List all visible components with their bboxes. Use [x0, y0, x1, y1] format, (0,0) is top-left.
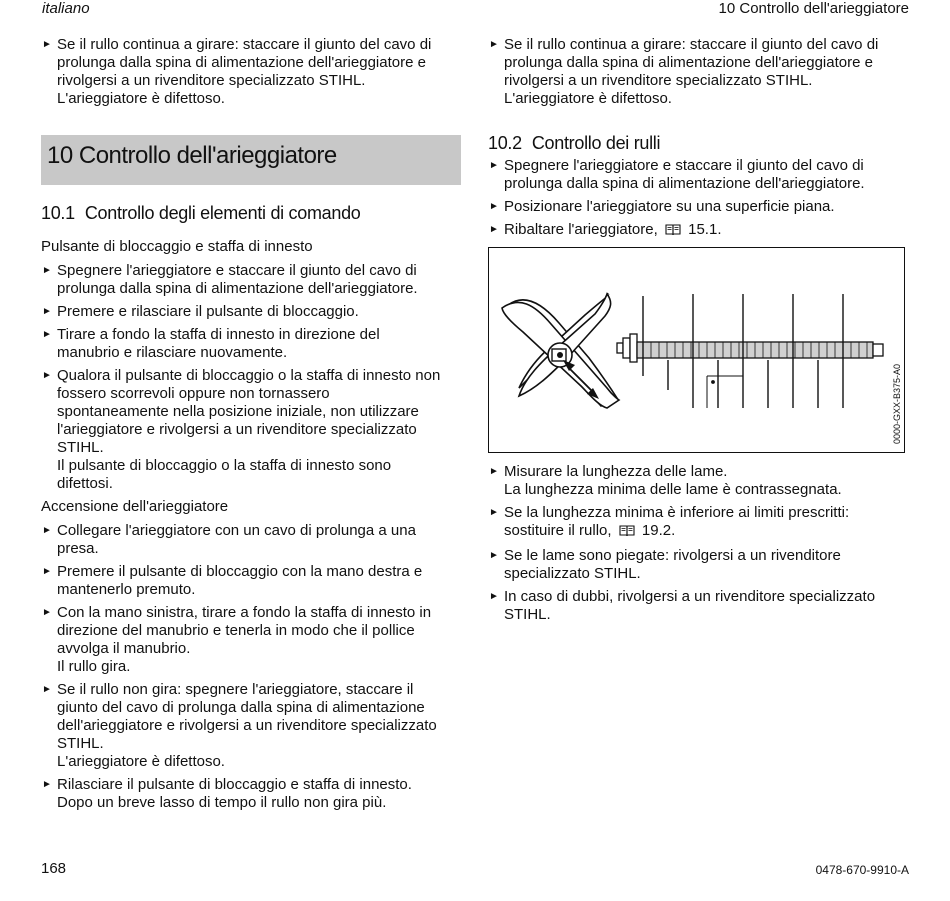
text-line: fossero scorrevoli oppure non tornassero: [57, 385, 330, 402]
right-steps-before-figure: [488, 157, 908, 241]
text-line: Premere e rilasciare il pulsante di bloccaggio.: [57, 303, 359, 320]
list-item: [41, 262, 461, 298]
text-line: Il rullo gira.: [57, 658, 131, 675]
arrow-bullet-icon: ►: [489, 160, 499, 171]
right-steps-after-figure: [488, 463, 908, 624]
text-line: Spegnere l'arieggiatore e staccare il giunto del cavo di: [57, 262, 417, 279]
text-line: mantenerlo premuto.: [57, 581, 196, 598]
right-intro-steps: [488, 36, 908, 108]
page-number: 168: [41, 860, 67, 877]
section-number: 10.2: [488, 133, 522, 153]
text-line: Con la mano sinistra, tirare a fondo la staffa di innesto in: [57, 604, 432, 621]
list-item: [41, 681, 461, 771]
text-line: Se il rullo continua a girare: staccare il giunto del cavo di: [57, 36, 432, 53]
arrow-bullet-icon: ►: [489, 201, 499, 212]
chapter-heading-box: [41, 135, 461, 185]
text-line: prolunga dalla spina di alimentazione dell'arieggiatore e: [57, 54, 426, 71]
arrow-bullet-icon: ►: [42, 329, 52, 340]
arrow-bullet-icon: ►: [489, 39, 499, 50]
list-item: [488, 157, 908, 193]
arrow-bullet-icon: ►: [42, 684, 52, 695]
section-10-1-heading: [41, 203, 461, 224]
list-item: [488, 198, 908, 216]
section-title: Controllo dei rulli: [531, 133, 661, 153]
text-line: [504, 221, 908, 241]
subheading-pulsante: Pulsante di bloccaggio e staffa di innesto: [41, 238, 313, 255]
arrow-bullet-icon: ►: [489, 224, 499, 235]
text-line: Il pulsante di bloccaggio o la staffa di innesto sono: [57, 457, 392, 474]
text-line: Se la lunghezza minima è inferiore ai limiti prescritti:: [504, 504, 850, 521]
roller-illustration: [489, 248, 903, 451]
text-line: direzione del manubrio e tenerla in modo che il pollice: [57, 622, 415, 639]
right-column: [488, 36, 908, 629]
text-line: Se il rullo non gira: spegnere l'arieggiatore, staccare il: [57, 681, 414, 698]
text-line: specializzato STIHL.: [504, 565, 641, 582]
text-line: avvolga il manubrio.: [57, 640, 191, 657]
arrow-bullet-icon: ►: [489, 466, 499, 477]
header-language: italiano: [42, 0, 90, 17]
text-line: Spegnere l'arieggiatore e staccare il giunto del cavo di: [504, 157, 864, 174]
text-line: Posizionare l'arieggiatore su una superficie piana.: [504, 198, 835, 215]
list-item: [41, 604, 461, 676]
list-item: [488, 588, 908, 624]
page-reference: 15.1.: [688, 221, 722, 238]
list-item: [41, 326, 461, 362]
min-length-marker: [707, 376, 743, 408]
list-item: [488, 221, 908, 241]
arrow-bullet-icon: ►: [489, 591, 499, 602]
list-item: [488, 36, 908, 108]
left-intro-steps: [41, 36, 461, 108]
list-item: [41, 563, 461, 599]
arrow-bullet-icon: ►: [42, 566, 52, 577]
arrow-bullet-icon: ►: [42, 779, 52, 790]
roller-figure: [488, 247, 905, 453]
arrow-bullet-icon: ►: [489, 550, 499, 561]
sub2-steps: [41, 522, 461, 812]
text-line: prolunga dalla spina di alimentazione dell'arieggiatore.: [57, 280, 418, 297]
book-icon: [665, 223, 681, 241]
text-line: Rilasciare il pulsante di bloccaggio e staffa di innesto.: [57, 776, 412, 793]
text-line: STIHL.: [504, 606, 551, 623]
figure-code: 0000-GXX-B375-A0: [892, 364, 902, 445]
subheading-accensione: Accensione dell'arieggiatore: [41, 498, 229, 515]
page-reference: 19.2.: [641, 522, 676, 539]
text-line: prolunga dalla spina di alimentazione dell'arieggiatore.: [504, 175, 865, 192]
arrow-bullet-icon: ►: [489, 507, 499, 518]
text-line: dell'arieggiatore e rivolgersi a un rivenditore specializzato: [57, 717, 437, 734]
text-line: spontaneamente nella posizione iniziale, non utilizzare: [57, 403, 419, 420]
text-line: Dopo un breve lasso di tempo il rullo non gira più.: [57, 794, 387, 811]
list-item: [41, 776, 461, 812]
text-line: Misurare la lunghezza delle lame.: [504, 463, 728, 480]
list-item: [41, 367, 461, 493]
book-icon: [619, 524, 635, 542]
text-line: Collegare l'arieggiatore con un cavo di prolunga a una: [57, 522, 416, 539]
list-item: [41, 522, 461, 558]
text-line: presa.: [57, 540, 99, 557]
arrow-bullet-icon: ►: [42, 306, 52, 317]
text-line: rivolgersi a un rivenditore specializzato STIHL.: [504, 72, 813, 89]
arrow-bullet-icon: ►: [42, 265, 52, 276]
text-line: L'arieggiatore è difettoso.: [57, 753, 225, 770]
section-10-2-heading: [488, 133, 908, 154]
text-line: l'arieggiatore e rivolgersi a un rivenditore specializzato: [57, 421, 417, 438]
text-line: rivolgersi a un rivenditore specializzato STIHL.: [57, 72, 366, 89]
text-line: [504, 522, 908, 542]
text-line: STIHL.: [57, 735, 104, 752]
arrow-bullet-icon: ►: [42, 370, 52, 381]
text-line: prolunga dalla spina di alimentazione dell'arieggiatore e: [504, 54, 873, 71]
section-number: 10.1: [41, 203, 75, 223]
list-item: [488, 463, 908, 499]
list-item: [488, 504, 908, 542]
ref-lead-text: Ribaltare l'arieggiatore,: [504, 221, 658, 238]
list-item: [41, 303, 461, 321]
text-line: L'arieggiatore è difettoso.: [57, 90, 225, 107]
sub1-steps: [41, 262, 461, 493]
text-line: In caso di dubbi, rivolgersi a un rivenditore specializzato: [504, 588, 876, 605]
text-line: L'arieggiatore è difettoso.: [504, 90, 672, 107]
text-line: Se il rullo continua a girare: staccare il giunto del cavo di: [504, 36, 879, 53]
arrow-bullet-icon: ►: [42, 607, 52, 618]
arrow-bullet-icon: ►: [42, 525, 52, 536]
text-line: Premere il pulsante di bloccaggio con la mano destra e: [57, 563, 423, 580]
text-line: giunto del cavo di prolunga dalla spina di alimentazione: [57, 699, 425, 716]
text-line: Tirare a fondo la staffa di innesto in direzione del: [57, 326, 380, 343]
text-line: difettosi.: [57, 475, 113, 492]
arrow-bullet-icon: ►: [42, 39, 52, 50]
header-chapter-title: 10 Controllo dell'arieggiatore: [718, 0, 909, 17]
ref-lead-text: sostituire il rullo,: [504, 522, 612, 539]
document-number: 0478-670-9910-A: [815, 863, 909, 877]
section-title: Controllo degli elementi di comando: [84, 203, 361, 223]
text-line: manubrio e rilasciare nuovamente.: [57, 344, 288, 361]
text-line: Qualora il pulsante di bloccaggio o la staffa di innesto non: [57, 367, 441, 384]
list-item: [41, 36, 461, 108]
text-line: Se le lame sono piegate: rivolgersi a un rivenditore: [504, 547, 841, 564]
list-item: [488, 547, 908, 583]
left-column: [41, 36, 461, 817]
text-line: La lunghezza minima delle lame è contrassegnata.: [504, 481, 842, 498]
text-line: STIHL.: [57, 439, 104, 456]
chapter-heading: 10 Controllo dell'arieggiatore: [47, 142, 337, 169]
